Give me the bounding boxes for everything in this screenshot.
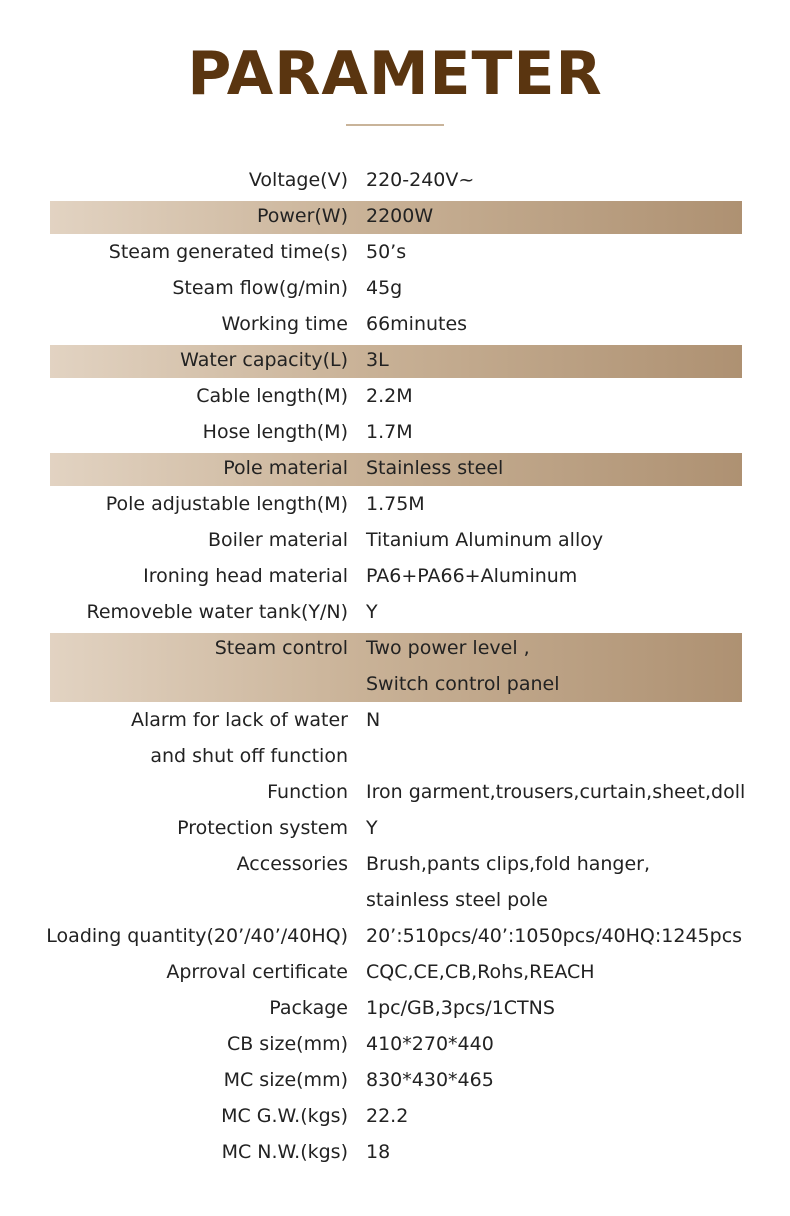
row-highlight-band — [50, 345, 742, 378]
row-value: 1.75M — [366, 493, 425, 515]
row-value: 220-240V~ — [366, 169, 475, 191]
row-label: Accessories — [236, 853, 348, 875]
row-value: Y — [366, 817, 378, 839]
table-row — [0, 1062, 790, 1098]
row-value: CQC,CE,CB,Rohs,REACH — [366, 961, 595, 983]
row-value: Two power level , — [366, 637, 530, 659]
row-label: Steam generated time(s) — [108, 241, 348, 263]
table-row — [0, 201, 790, 234]
row-label: Protection system — [177, 817, 348, 839]
table-row — [0, 1098, 790, 1134]
table-row — [0, 378, 790, 414]
table-row — [0, 270, 790, 306]
row-label: Pole material — [223, 457, 348, 479]
table-row — [0, 846, 790, 918]
row-label: MC size(mm) — [223, 1069, 348, 1091]
row-value: 830*430*465 — [366, 1069, 494, 1091]
row-label: MC G.W.(kgs) — [221, 1105, 348, 1127]
row-value: 22.2 — [366, 1105, 409, 1127]
table-row — [0, 702, 790, 774]
table-row — [0, 810, 790, 846]
row-label: Function — [267, 781, 348, 803]
row-value: 1pc/GB,3pcs/1CTNS — [366, 997, 555, 1019]
table-row — [0, 594, 790, 630]
table-row — [0, 558, 790, 594]
row-label: Package — [269, 997, 348, 1019]
table-row — [0, 345, 790, 378]
row-label: Voltage(V) — [248, 169, 348, 191]
row-label: Alarm for lack of water — [130, 709, 348, 731]
row-value: 3L — [366, 349, 389, 371]
row-value: Titanium Aluminum alloy — [366, 529, 604, 551]
row-label: Cable length(M) — [196, 385, 348, 407]
row-label: Steam control — [214, 637, 348, 659]
row-label: Aprroval certificate — [166, 961, 348, 983]
row-value: Brush,pants clips,fold hanger, — [366, 853, 651, 875]
table-row — [0, 954, 790, 990]
row-label: and shut off function — [150, 745, 348, 767]
row-label: MC N.W.(kgs) — [221, 1141, 348, 1163]
row-value: 2.2M — [366, 385, 413, 407]
row-value: 410*270*440 — [366, 1033, 494, 1055]
table-row — [0, 633, 790, 702]
row-value: N — [366, 709, 381, 731]
row-value: 20’:510pcs/40’:1050pcs/40HQ:1245pcs — [366, 925, 743, 947]
row-value: 66minutes — [366, 313, 468, 335]
row-label: Pole adjustable length(M) — [105, 493, 348, 515]
row-label: Boiler material — [207, 529, 348, 551]
row-value: 1.7M — [366, 421, 413, 443]
row-label: Hose length(M) — [202, 421, 348, 443]
table-row — [0, 162, 790, 198]
row-label: Power(W) — [256, 205, 348, 227]
row-value: Stainless steel — [366, 457, 504, 479]
table-row — [0, 1026, 790, 1062]
row-value: 2200W — [366, 205, 434, 227]
table-row — [0, 1134, 790, 1170]
row-label: Removeble water tank(Y/N) — [86, 601, 348, 623]
table-row — [0, 522, 790, 558]
table-row — [0, 918, 790, 954]
table-row — [0, 486, 790, 522]
table-row — [0, 306, 790, 342]
table-row — [0, 453, 790, 486]
row-value: Iron garment,trousers,curtain,sheet,doll — [366, 781, 746, 803]
row-label: CB size(mm) — [226, 1033, 348, 1055]
table-row — [0, 990, 790, 1026]
row-label: Water capacity(L) — [180, 349, 348, 371]
row-value: Y — [366, 601, 378, 623]
page-title: PARAMETER — [187, 39, 603, 109]
row-label: Steam flow(g/min) — [172, 277, 348, 299]
row-label: Working time — [221, 313, 348, 335]
table-row — [0, 234, 790, 270]
row-label: Loading quantity(20’/40’/40HQ) — [46, 925, 348, 947]
row-value: 45g — [366, 277, 403, 299]
table-row — [0, 414, 790, 450]
row-value: 18 — [366, 1141, 391, 1163]
row-value: PA6+PA66+Aluminum — [366, 565, 578, 587]
row-label: Ironing head material — [143, 565, 348, 587]
row-value: stainless steel pole — [366, 889, 548, 911]
row-value: 50’s — [366, 241, 407, 263]
table-row — [0, 774, 790, 810]
row-value: Switch control panel — [366, 673, 560, 695]
